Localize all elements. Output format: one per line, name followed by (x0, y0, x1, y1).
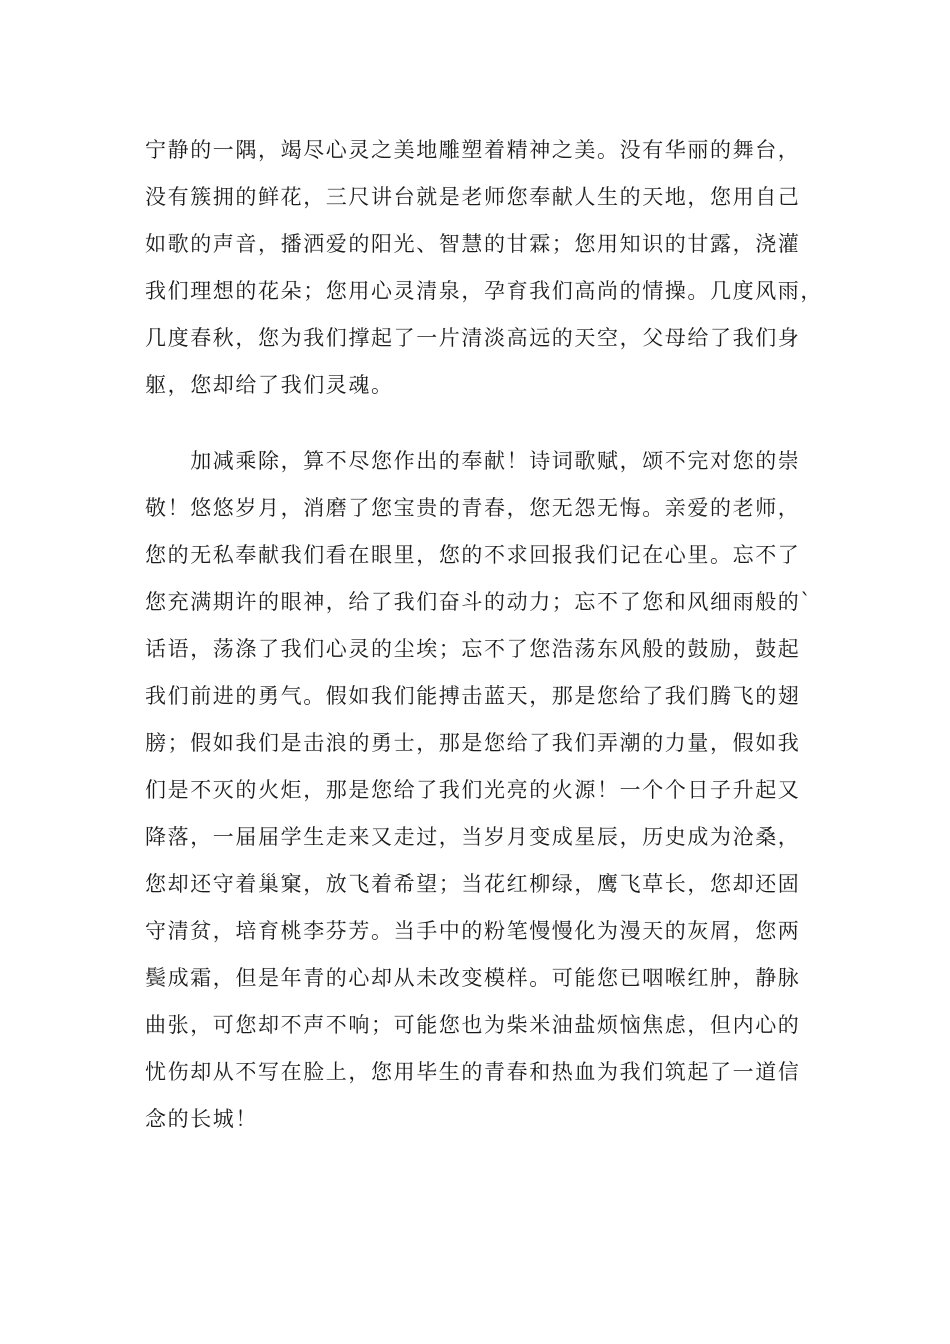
text-line: 们是不灭的火炬，那是您给了我们光亮的火源！一个个日子升起又 (145, 778, 801, 802)
text-line: 话语，荡涤了我们心灵的尘埃；忘不了您浩荡东风般的鼓励，鼓起 (145, 637, 801, 661)
text-line: 曲张，可您却不声不响；可能您也为柴米油盐烦恼焦虑，但内心的 (145, 1013, 801, 1037)
text-line: 宁静的一隅，竭尽心灵之美地雕塑着精神之美。没有华丽的舞台， (145, 138, 801, 162)
text-line: 守清贫，培育桃李芬芳。当手中的粉笔慢慢化为漫天的灰屑，您两 (145, 919, 801, 943)
text-line: 没有簇拥的鲜花，三尺讲台就是老师您奉献人生的天地，您用自己 (145, 185, 801, 209)
text-line: 膀；假如我们是击浪的勇士，那是您给了我们弄潮的力量，假如我 (145, 731, 801, 755)
text-line: 念的长城！ (145, 1107, 258, 1131)
text-line: 几度春秋，您为我们撑起了一片清淡高远的天空，父母给了我们身 (145, 326, 801, 350)
text-line: 您的无私奉献我们看在眼里，您的不求回报我们记在心里。忘不了 (145, 543, 801, 567)
text-line: 鬓成霜，但是年青的心却从未改变模样。可能您已咽喉红肿，静脉 (145, 966, 801, 990)
text-line: 加减乘除，算不尽您作出的奉献！诗词歌赋，颂不完对您的崇 (145, 449, 801, 473)
text-line: 忧伤却从不写在脸上，您用毕生的青春和热血为我们筑起了一道信 (145, 1060, 801, 1084)
text-line: 您充满期许的眼神，给了我们奋斗的动力；忘不了您和风细雨般的` (145, 590, 813, 614)
text-line: 我们理想的花朵；您用心灵清泉，孕育我们高尚的情操。几度风雨， (145, 279, 823, 303)
text-line: 如歌的声音，播洒爱的阳光、智慧的甘霖；您用知识的甘露，浇灌 (145, 232, 801, 256)
text-line: 我们前进的勇气。假如我们能搏击蓝天，那是您给了我们腾飞的翅 (145, 684, 801, 708)
paragraph-1 (145, 127, 823, 409)
text-line: 敬！悠悠岁月，消磨了您宝贵的青春，您无怨无悔。亲爱的老师， (145, 496, 801, 520)
paragraph-2 (145, 438, 813, 1143)
text-line: 躯，您却给了我们灵魂。 (145, 373, 394, 397)
text-line: 降落，一届届学生走来又走过，当岁月变成星辰，历史成为沧桑， (145, 825, 801, 849)
text-line: 您却还守着巢窠，放飞着希望；当花红柳绿，鹰飞草长，您却还固 (145, 872, 801, 896)
